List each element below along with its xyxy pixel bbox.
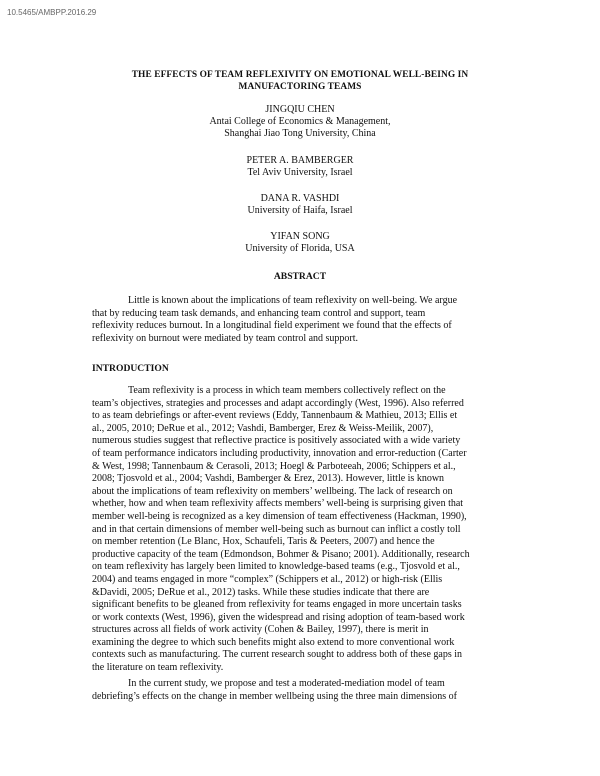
paragraph-line: & West, 1998; Tannenbaum & Cerasoli, 2013; Hoegl & Parboteeah, 2006; Schippers et al., [92, 460, 456, 472]
author-block-2 [150, 155, 450, 179]
paragraph-line: &Davidi, 2005; DeRue et al., 2012) tasks. While these studies indicate that there are [92, 586, 430, 598]
author-block-4 [150, 231, 450, 255]
author-name: DANA R. VASHDI [260, 193, 340, 204]
abstract-heading: ABSTRACT [273, 271, 327, 282]
abstract-line: reflexivity on burnout were mediated by team control and support. [92, 332, 359, 344]
abstract-line: Little is known about the implications of team reflexivity on well-being. We argue [128, 295, 458, 306]
paragraph-line: productive capacity of the team (Edmondson, Bohmer & Pisano; 2001). Additionally, research [92, 548, 470, 560]
author-block-1 [150, 104, 450, 141]
paragraph-line: 2004) and teams engaged in more “complex” (Schippers et al., 2012) or high-risk (Ellis [92, 573, 443, 585]
paper-title [90, 69, 510, 93]
paragraph-line: numerous studies suggest that reflective practice is positively associated with a wide variety [92, 435, 461, 447]
paragraph-line: member well-being is recognized as a key dimension of team effectiveness (Hackman, 1990), [92, 510, 467, 522]
paragraph-line: and in that certain dimensions of member well-being such as burnout can inflict a costly toll [92, 523, 461, 535]
author-affiliation: University of Haifa, Israel [247, 205, 353, 217]
paragraph-line: significant benefits to be gleaned from reflexivity for teams engaged in more uncertain tasks [92, 599, 462, 611]
paragraph-line: debriefing’s effects on the change in member wellbeing using the three main dimensions of [92, 690, 457, 702]
introduction-paragraph-2 [92, 678, 509, 703]
author-block-3 [150, 193, 450, 217]
doi-label: 10.5465/AMBPP.2016.29 [7, 8, 97, 17]
paragraph-line: whether, how and when team reflexivity affects members’ well-being is surprising given that [92, 498, 464, 510]
author-affiliation: Tel Aviv University, Israel [247, 167, 353, 179]
paragraph-line: 2008; Tjosvold et al., 2004; Vashdi, Bamberger & Erez, 2013). However, little is known [92, 473, 445, 485]
author-affiliation: University of Florida, USA [245, 243, 355, 255]
author-name: PETER A. BAMBERGER [246, 155, 354, 166]
title-line-2: MANUFACTORING TEAMS [238, 82, 362, 92]
paragraph-line: structures across all fields of work activity (Cohen & Bailey, 1997), there is merit in [92, 624, 429, 636]
paragraph-line: In the current study, we propose and test a moderated-mediation model of team [128, 678, 445, 689]
introduction-heading: INTRODUCTION [92, 363, 169, 374]
paragraph-line: Team reflexivity is a process in which team members collectively reflect on the [128, 385, 446, 396]
paragraph-line: contexts such as manufacturing. The current research sought to address both of these gaps in [92, 649, 462, 661]
abstract-line: that by reducing team task demands, and enhancing team control and support, team [92, 307, 426, 319]
title-line-1: THE EFFECTS OF TEAM REFLEXIVITY ON EMOTIONAL WELL-BEING IN [131, 70, 469, 80]
author-name: YIFAN SONG [270, 231, 330, 242]
paragraph-line: to as team debriefings or after-event reviews (Eddy, Tannenbaum & Mathieu, 2013; Ellis et [92, 410, 458, 422]
author-affiliation: Antai College of Economics & Management, [209, 116, 391, 128]
paragraph-line: al., 2005, 2010; DeRue et al., 2012; Vashdi, Bamberger, Erez & Weiss-Meilik, 2007), [92, 422, 434, 434]
paragraph-line: team’s objectives, strategies and processes and adapt accordingly (West, 1996). Also referred [92, 397, 464, 409]
author-name: JINGQIU CHEN [265, 104, 335, 115]
paragraph-line: examining the degree to which such benefits might also extend to more conventional work [92, 636, 455, 648]
paragraph-line: on team reflexivity has largely been limited to knowledge-based teams (e.g., Tjosvold et al., [92, 561, 460, 573]
introduction-paragraph-1 [92, 385, 509, 675]
paragraph-line: on member retention (Le Blanc, Hox, Schaufeli, Taris & Peeters, 2007) and hence the [92, 536, 435, 548]
paragraph-line: the literature on team reflexivity. [92, 662, 224, 674]
paragraph-line: of team performance indicators including productivity, innovation and error-reduction (Carter [92, 447, 467, 459]
abstract-text [92, 295, 509, 345]
abstract-line: reflexivity reduces burnout. In a longitudinal field experiment we found that the effects of [92, 320, 452, 332]
paragraph-line: or work contexts (West, 1996), given the widespread and rising adoption of team-based work [92, 611, 465, 623]
author-affiliation: Shanghai Jiao Tong University, China [224, 128, 376, 140]
paragraph-line: about the implications of team reflexivity on members’ wellbeing. The lack of research on [92, 485, 453, 497]
